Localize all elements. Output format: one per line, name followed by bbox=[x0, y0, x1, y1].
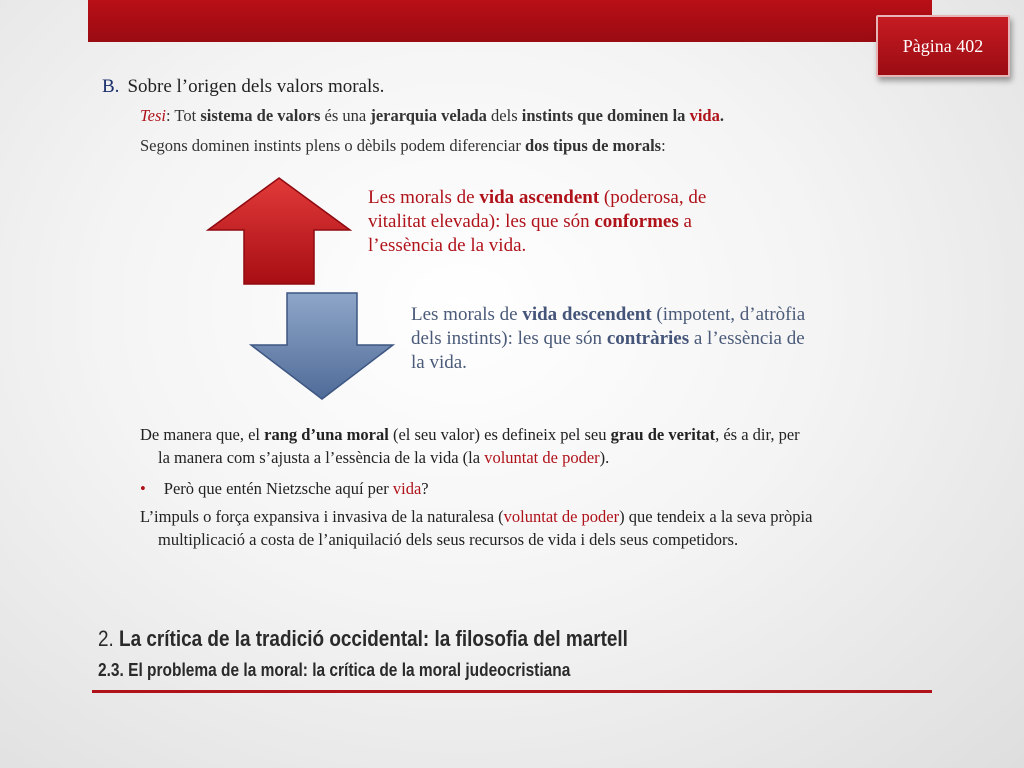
tesi-text-3: dels bbox=[486, 106, 522, 125]
arrow-up-icon bbox=[206, 176, 352, 286]
paragraph-rang bbox=[140, 423, 970, 469]
tesi-text-1: : Tot bbox=[166, 106, 201, 125]
tesi-text-2: és una bbox=[320, 106, 371, 125]
footer-title bbox=[98, 626, 628, 652]
asc-text-3: a l’essència de la vida. bbox=[368, 211, 692, 256]
bullet-icon: • bbox=[140, 479, 146, 498]
footer-title-number: 2. bbox=[98, 626, 114, 651]
p1-text-4: la manera com s’ajusta a l’essència de la vida (la bbox=[158, 448, 485, 467]
p2-red-1: vida bbox=[392, 479, 422, 498]
desc-bold-2: contràries bbox=[606, 328, 690, 349]
paragraph-impuls bbox=[140, 505, 970, 551]
segons-bold: dos tipus de morals bbox=[524, 136, 662, 155]
desc-text-1: Les morals de bbox=[411, 304, 523, 325]
page-number-badge: Pàgina 402 bbox=[876, 15, 1010, 77]
segons-line bbox=[140, 136, 666, 156]
descendent-text bbox=[411, 303, 811, 375]
footer-title-text: La crítica de la tradició occidental: la filosofia del martell bbox=[113, 626, 628, 651]
tesi-line bbox=[140, 106, 724, 126]
tesi-end: . bbox=[719, 106, 724, 125]
p1-continuation bbox=[140, 446, 970, 469]
p3-continuation: multiplicació a costa de l’aniquilació dels seus recursos de vida i dels seus competidors. bbox=[158, 530, 739, 549]
p2-text-1: Però que entén Nietzsche aquí per bbox=[163, 479, 393, 498]
p1-bold-2: grau de veritat bbox=[610, 425, 716, 444]
tesi-bold-2: jerarquia velada bbox=[370, 106, 487, 125]
p1-text-1: De manera que, el bbox=[140, 425, 265, 444]
asc-bold-1: vida ascendent bbox=[479, 187, 600, 208]
desc-text-3: a l’essència de la vida. bbox=[411, 328, 805, 373]
section-title: Sobre l’origen dels valors morals. bbox=[127, 76, 385, 97]
section-letter: B. bbox=[102, 76, 120, 97]
paragraph-question bbox=[140, 477, 970, 500]
ascendent-text bbox=[368, 186, 768, 258]
tesi-bold-vida: vida bbox=[689, 106, 720, 125]
asc-bold-2: conformes bbox=[594, 211, 679, 232]
p1-red-1: voluntat de poder bbox=[484, 448, 600, 467]
top-accent-bar bbox=[88, 0, 932, 42]
tesi-label: Tesi bbox=[140, 106, 166, 125]
p1-text-5: ). bbox=[599, 448, 610, 467]
desc-text-2: (impotent, d’atròfia dels instints): les que són bbox=[411, 304, 806, 349]
segons-end: : bbox=[661, 136, 666, 155]
p1-text-2: (el seu valor) es defineix pel seu bbox=[388, 425, 611, 444]
asc-text-2: (poderosa, de vitalitat elevada): les que són bbox=[368, 187, 707, 232]
p3-text-1: L’impuls o força expansiva i invasiva de la naturalesa ( bbox=[140, 507, 504, 526]
section-heading bbox=[102, 76, 384, 98]
footer-divider bbox=[92, 690, 932, 693]
segons-text: Segons dominen instints plens o dèbils podem diferenciar bbox=[140, 136, 525, 155]
desc-bold-1: vida descendent bbox=[522, 304, 652, 325]
p2-text-2: ? bbox=[421, 479, 429, 498]
tesi-bold-1: sistema de valors bbox=[200, 106, 321, 125]
p3-text-2: ) que tendeix a la seva pròpia bbox=[619, 507, 813, 526]
p3-red-1: voluntat de poder bbox=[503, 507, 620, 526]
p1-text-3: , és a dir, per bbox=[715, 425, 800, 444]
arrow-down-icon bbox=[249, 291, 395, 401]
footer-subtitle: 2.3. El problema de la moral: la crítica de la moral judeocristiana bbox=[98, 660, 571, 680]
asc-text-1: Les morals de bbox=[368, 187, 480, 208]
tesi-bold-3: instints que dominen la bbox=[521, 106, 686, 125]
p1-bold-1: rang d’una moral bbox=[264, 425, 389, 444]
